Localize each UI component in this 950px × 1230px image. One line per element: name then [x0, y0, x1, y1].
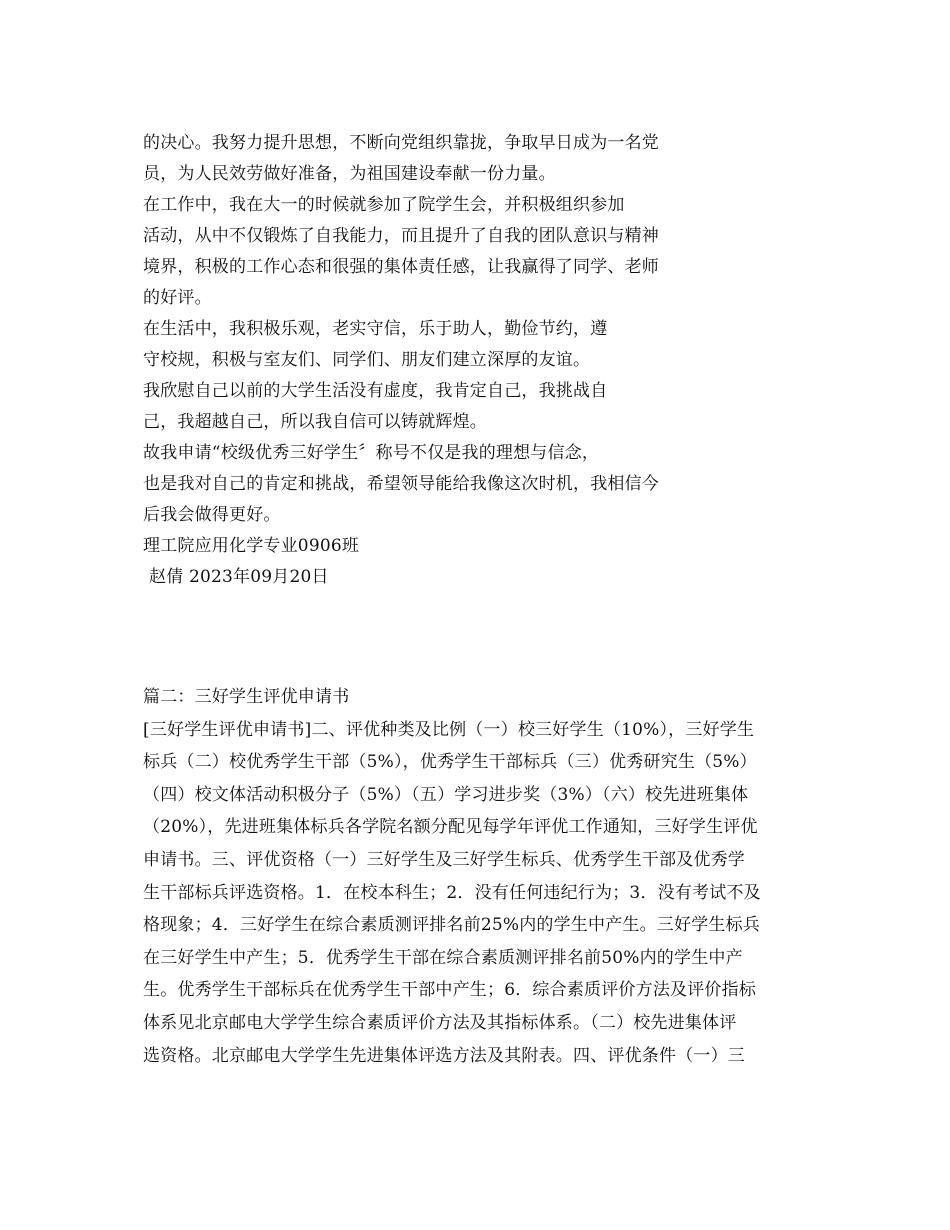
- application-letter-body: [143, 128, 813, 593]
- text-line: （20%），先进班集体标兵各学院名额分配见每学年评优工作通知，三好学生评优: [143, 817, 758, 838]
- text-line: 我欣慰自己以前的大学生活没有虚度，我肯定自己，我挑战自: [143, 381, 608, 401]
- text-line: 标兵（二）校优秀学生干部（5%），优秀学生干部标兵（三）优秀研究生（5%）: [143, 752, 757, 773]
- section-two: [143, 681, 813, 1072]
- text-line: 活动，从中不仅锻炼了自我能力，而且提升了自我的团队意识与精神: [143, 226, 659, 246]
- section-title: 篇二：三好学生评优申请书: [143, 687, 350, 707]
- text-line: 在工作中，我在大一的时候就参加了院学生会，并积极组织参加: [143, 195, 625, 215]
- text-line: 生。优秀学生干部标兵在优秀学生干部中产生；6．综合素质评价方法及评价指标: [143, 980, 757, 1001]
- text-line: 己，我超越自己，所以我自信可以铸就辉煌。: [143, 412, 487, 432]
- signature-name-date: 赵倩 2023年09月20日: [149, 567, 329, 587]
- text-line: 申请书。三、评优资格（一）三好学生及三好学生标兵、优秀学生干部及优秀学: [143, 849, 745, 870]
- text-line: 境界，积极的工作心态和很强的集体责任感，让我赢得了同学、老师: [143, 257, 659, 277]
- text-line: 也是我对自己的肯定和挑战，希望领导能给我像这次时机，我相信今: [143, 474, 659, 494]
- text-line: 的好评。: [143, 288, 212, 308]
- text-line: 选资格。北京邮电大学学生先进集体评选方法及其附表。四、评优条件（一）三: [143, 1045, 745, 1066]
- text-line: 故我申请“校级优秀三好学生〞称号不仅是我的理想与信念，: [143, 443, 600, 463]
- text-line: 在生活中，我积极乐观，老实守信，乐于助人，勤俭节约，遵: [143, 319, 608, 339]
- text-line: 体系见北京邮电大学学生综合素质评价方法及其指标体系。（二）校先进集体评: [143, 1012, 737, 1033]
- text-line: 后我会做得更好。: [143, 505, 281, 525]
- text-line: 格现象；4．三好学生在综合素质测评排名前25%内的学生中产生。三好学生标兵: [143, 915, 760, 936]
- signature-class: 理工院应用化学专业0906班: [143, 536, 360, 556]
- text-line: [三好学生评优申请书]二、评优种类及比例（一）校三好学生（10%），三好学生: [143, 719, 755, 740]
- text-line: 的决心。我努力提升思想，不断向党组织靠拢，争取早日成为一名党: [143, 133, 659, 153]
- text-line: 员，为人民效劳做好准备，为祖国建设奉献一份力量。: [143, 164, 556, 184]
- text-line: 守校规，积极与室友们、同学们、朋友们建立深厚的友谊。: [143, 350, 591, 370]
- text-line: （四）校文体活动积极分子（5%）（五）学习进步奖（3%）（六）校先进班集体: [143, 784, 749, 805]
- text-line: 在三好学生中产生；5．优秀学生干部在综合素质测评排名前50%内的学生中产: [143, 947, 743, 968]
- text-line: 生干部标兵评选资格。1．在校本科生；2．没有任何违纪行为；3．没有考试不及: [143, 882, 761, 903]
